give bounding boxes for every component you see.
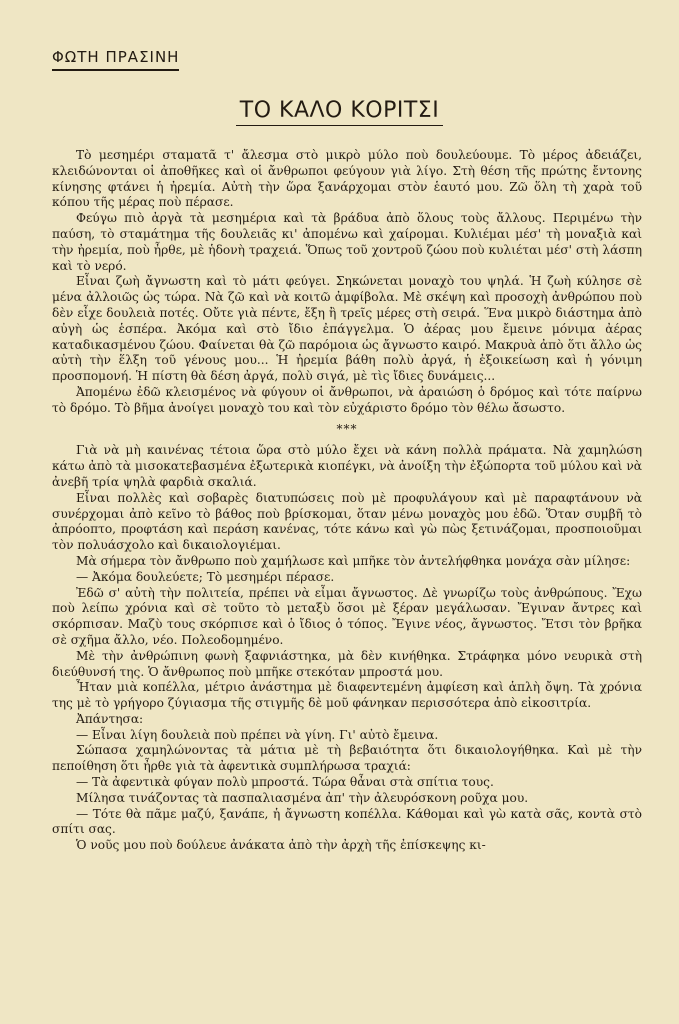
paragraph: Εἶναι πολλὲς καὶ σοβαρὲς διατυπώσεις ποὺ μὲ προφυλάγουν καὶ μὲ παραφτάνουν νὰ συνέρχομαι ἀπὸ κεῖνο τὸ βάθος ποὺ βρίσκομαι, ὅταν μένω μοναχὸς μου ἐδῶ. Ὅταν συμβῆ τὸ ἀπρόοπτο, προφτάση καὶ περάση κανένας, τότε κάνω καὶ γὼ πὼς ξετινάζομαι, προσποιοῦμαι τὸν πολυάσχολο καὶ δικαιολογιέμαι. — [52, 490, 642, 553]
paragraph: Ὁ νοῦς μου ποὺ δούλευε ἀνάκατα ἀπὸ τὴν ἀρχὴ τῆς ἐπίσκεψης κι- — [76, 838, 486, 853]
story-title: ΤΟ ΚΑΛΟ ΚΟΡΙΤΣΙ — [236, 98, 443, 126]
paragraph: Γιὰ νὰ μὴ καινένας τέτοια ὥρα στὸ μύλο ἔχει νὰ κάνη πολλὰ πράματα. Νὰ χαμηλώση κάτω ἀπὸ τὰ μισοκατεβασμένα ἐξωτερικὰ κιοπέγκι, νὰ ἀνοίξη τὴν ἐξώπορτα τοῦ μύλου καὶ νὰ ἀνεβῆ τρία ψηλὰ φαρδιὰ σκαλιά. — [52, 443, 642, 489]
paragraph: Ἦταν μιὰ κοπέλλα, μέτριο ἀνάστημα μὲ διαφεντεμένη ἀμφίεση καὶ ἁπλὴ ὄψη. Τὰ χρόνια της μὲ τὸ γρήγορο ζύγιασμα τῆς στιγμῆς δὲ μοῦ φάνηκαν περισσότερα ἀπὸ εἰκοσιτρία. — [52, 680, 642, 711]
section-separator: *** — [336, 421, 358, 436]
author-name: ΦΩΤΗ ΠΡΑΣΙΝΗ — [52, 48, 179, 71]
dialog-line: — Τὰ ἀφεντικὰ φύγαν πολὺ μπροστά. Τώρα θἆναι στὰ σπίτια τους. — [76, 775, 494, 790]
paragraph: Μὰ σήμερα τὸν ἄνθρωπο ποὺ χαμήλωσε καὶ μπῆκε τὸν ἀντελήφθηκα μονάχα σὰν μίλησε: — [76, 553, 631, 568]
dialog-line: — Τότε θὰ πᾶμε μαζύ, ξανάπε, ἡ ἄγνωστη κοπέλλα. Κάθομαι καὶ γὼ κατὰ σᾶς, κοντὰ στὸ σπίτι σας. — [52, 806, 642, 837]
dialog-line: — Ἀκόμα δουλεύετε; Τὸ μεσημέρι πέρασε. — [76, 569, 335, 584]
story-title-wrap — [0, 98, 679, 123]
paragraph: Τὸ μεσημέρι σταματᾶ τ' ἄλεσμα στὸ μικρὸ μύλο ποὺ δουλεύουμε. Τὸ μέρος ἀδειάζει, κλειδώνονται οἱ ἀποθῆκες καὶ οἱ ἄνθρωποι φεύγουν γιὰ λίγο. Στὴ θέση τῆς πρώτης ἔντονης κίνησης φτάνει ἡ ἠρεμία. Αὐτὴ τὴν ὥρα ξανάρχομαι στὸν ἑαυτό μου. Ζῶ ὅλη τὴ χαρὰ τοῦ κόπου τῆς μέρας ποὺ πέρασε. — [52, 148, 642, 210]
paragraph: Ἀπομένω ἐδῶ κλεισμένος νὰ φύγουν οἱ ἄνθρωποι, νὰ ἀραιώση ὁ δρόμος καὶ τότε παίρνω τὸ δρόμο. Τὸ βῆμα ἀνοίγει μοναχὸ του καὶ τὸν εὐχάριστο δρόμο τὸν θέλω ἄσωστο. — [52, 384, 642, 415]
paragraph: Ἐδῶ σ' αὐτὴ τὴν πολιτεία, πρέπει νὰ εἶμαι ἄγνωστος. Δὲ γνωρίζω τοὺς ἀνθρώπους. Ἔχω ποὺ λείπω χρόνια καὶ σὲ τοῦτο τὸ μεταξὺ ὅσοι μὲ ξέραν μεγάλωσαν. Ἔγιναν ἄντρες καὶ σκόρπισαν. Μαζὺ τους σκόρπισε καὶ ὁ ἴδιος ὁ τόπος. Ἔγινε νέος, ἄγνωστος. Ἔτσι τὸν βρῆκα σὲ σχῆμα ἄλλο, νέο. Πολεοδομημένο. — [52, 585, 642, 647]
story-body — [52, 148, 642, 854]
paragraph: Μίλησα τινάζοντας τὰ πασπαλιασμένα ἀπ' τὴν ἀλευρόσκονη ροῦχα μου. — [76, 790, 529, 805]
paragraph: Εἶναι ζωὴ ἄγνωστη καὶ τὸ μάτι φεύγει. Σηκώνεται μοναχὸ του ψηλά. Ἡ ζωὴ κύλησε σὲ μένα ἀλλοιῶς ὡς τώρα. Νὰ ζῶ καὶ νὰ κοιτῶ ἀμφίβολα. Μὲ σκέψη καὶ προσοχὴ ἀνθρώπου ποὺ δὲν εἶχε δουλειὰ ποτές. Οὔτε γιὰ πέντε, ἔξη ἢ τρεῖς μέρες στὴ σειρά. Ἕνα μικρὸ διάστημα ἀπὸ αὐγὴ ὡς ἑσπέρα. Ἀκόμα καὶ στὸ ἴδιο ἐπάγγελμα. Ὁ ἀέρας μου ἔμεινε μόνιμα ἀέρας καταδικασμένου ζώου. Φαίνεται θὰ ζῶ παρόμοια ὡς ἄγνωστο καιρό. Μακρυὰ ἀπὸ ὅτι ἄλλο ὡς αὐτὴ τὴν ἕλξη τοῦ γένους μου... Ἡ ἠρεμία βάθη πολὺ ἀργά, ἡ ἐξοικείωση καὶ ἡ γόνιμη προσπομονή. Ἡ πίστη θὰ δέση ἀργά, πολὺ σιγά, μὲ τὶς ἴδιες δυνάμεις... — [52, 274, 642, 384]
dialog-line: — Εἶναι λίγη δουλειὰ ποὺ πρέπει νὰ γίνη. Γι' αὐτὸ ἔμεινα. — [76, 727, 439, 742]
paragraph: Σώπασα χαμηλώνοντας τὰ μάτια μὲ τὴ βεβαιότητα ὅτι δικαιολογήθηκα. Καὶ μὲ τὴν πεποίθηση ὅτι ἦρθε γιὰ τὰ ἀφεντικὰ συμπλήρωσα τραχιά: — [52, 743, 642, 774]
paragraph: Μὲ τὴν ἀνθρώπινη φωνὴ ξαφνιάστηκα, μὰ δὲν κινήθηκα. Στράφηκα μόνο νευρικὰ στὴ διεύθυνσή της. Ὁ ἄνθρωπος ποὺ μπῆκε στεκόταν μπροστά μου. — [52, 648, 642, 679]
paragraph: Φεύγω πιὸ ἀργὰ τὰ μεσημέρια καὶ τὰ βράδυα ἀπὸ ὅλους τοὺς ἄλλους. Περιμένω τὴν παύση, τὸ σταμάτημα τῆς δουλειᾶς κι' ἀπομένω καὶ χαίρομαι. Κυλιέμαι μέσ' τὴ μοναξιὰ καὶ τὴν ἠρεμία, ποὺ ἦρθε, μὲ ἡδονὴ τραχειά. Ὅπως τοῦ χοντροῦ ζώου ποὺ κυλιέται μέσ' στὴ λάσπη καὶ τὸ νερό. — [52, 211, 642, 273]
paragraph: Ἀπάντησα: — [76, 711, 144, 726]
